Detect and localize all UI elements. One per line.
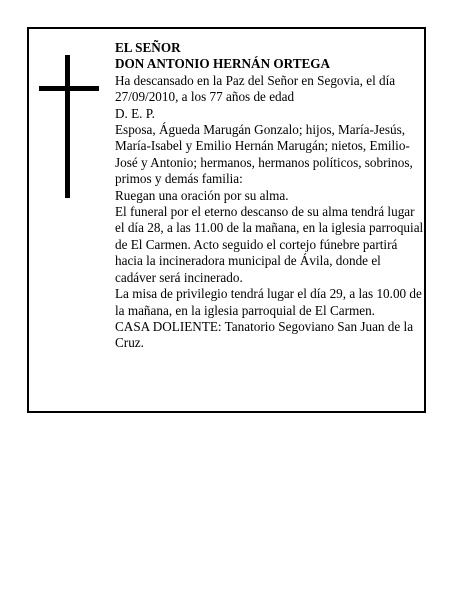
prayer-request: Ruegan una oración por su alma. [115, 187, 289, 203]
mass-info: La misa de privilegio tendrá lugar el día 29, a las 10.00 de la mañana, en la iglesia parroquial de El Carmen. [115, 286, 422, 318]
title-line-1: EL SEÑOR [115, 40, 181, 55]
deceased-name: DON ANTONIO HERNÁN ORTEGA [115, 56, 331, 72]
dep-line: D. E. P. [115, 105, 155, 121]
cross-horizontal-bar [39, 86, 99, 91]
cross-icon [39, 55, 99, 198]
death-announcement: Ha descansado en la Paz del Señor en Segovia, el día 27/09/2010, a los 77 años de edad [115, 72, 396, 105]
cross-vertical-bar [65, 55, 70, 198]
funeral-info: El funeral por el eterno descanso de su alma tendrá lugar el día 28, a las 11.00 de la mañana, en la iglesia parroquial de El Carmen. Acto seguido el cortejo fúnebre partirá hacia la incineradora municipal de Ávila, donde el cadáver será incinerado. [115, 204, 424, 285]
family-list: Esposa, Águeda Marugán Gonzalo; hijos, María-Jesús, María-Isabel y Emilio Hernán Marugán; nietos, Emilio-José y Antonio; hermanos, hermanos políticos, sobrinos, primos y demás familia: [115, 122, 413, 187]
obituary-text [115, 40, 425, 352]
obituary-notice [27, 27, 426, 413]
mourning-house: CASA DOLIENTE: Tanatorio Segoviano San Juan de la Cruz. [115, 318, 414, 351]
